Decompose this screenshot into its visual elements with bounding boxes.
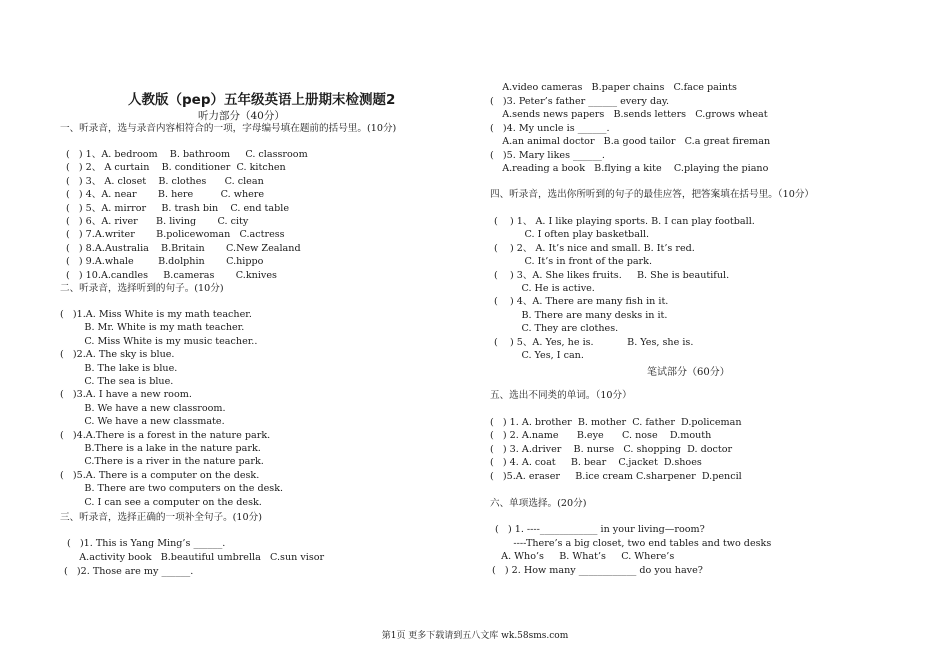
list-item: C. Miss White is my music teacher..	[60, 335, 258, 347]
list-item: ( )5.A. eraser B.ice cream C.sharpener D.pencil	[490, 470, 742, 482]
list-item: ----There’s a big closet, two end tables and two desks	[492, 537, 772, 549]
list-item: ( ) 5、A. mirror B. trash bin C. end table	[66, 202, 290, 214]
list-item: B. We have a new classroom.	[60, 402, 226, 414]
list-item: B. There are many desks in it.	[494, 309, 668, 321]
list-item: A.video cameras B.paper chains C.face paints	[490, 82, 737, 93]
list-item: ( )4.A.There is a forest in the nature park.	[60, 429, 271, 441]
list-item: ( ) 3、 A. closet B. clothes C. clean	[66, 175, 264, 187]
listening-section-title: 听力部分（40分）	[198, 110, 285, 122]
list-item: ( ) 1. A. brother B. mother C. father D.policeman	[490, 417, 742, 428]
section-5-heading: 五、选出不同类的单词。（10分）	[490, 390, 632, 401]
list-item: ( ) 5、A. Yes, he is. B. Yes, she is.	[494, 336, 694, 348]
list-item: C. He is active.	[494, 283, 595, 294]
list-item: C. The sea is blue.	[60, 376, 174, 387]
section-3-heading: 三、听录音，选择正确的一项补全句子。(10分)	[60, 512, 262, 523]
list-item: ( ) 8.A.Australia B.Britain C.New Zealand	[66, 242, 301, 254]
list-item: C. They are clothes.	[494, 323, 619, 335]
list-item: C. I often play basketball.	[494, 229, 650, 241]
list-item: ( ) 3、A. She likes fruits. B. She is beautiful.	[494, 269, 730, 281]
list-item: ( )3. Peter’s father ______ every day.	[490, 95, 670, 107]
list-item: ( ) 4、A. There are many fish in it.	[494, 296, 669, 308]
writing-section-title: 笔试部分（60分）	[647, 367, 730, 378]
list-item: ( )5. Mary likes ______.	[490, 149, 605, 161]
list-item: C. I can see a computer on the desk.	[60, 496, 262, 508]
section-6-heading: 六、单项选择。(20分)	[490, 498, 587, 509]
section-2-heading: 二、听录音，选择听到的句子。(10分)	[60, 283, 224, 294]
list-item: ( ) 9.A.whale B.dolphin C.hippo	[66, 256, 264, 268]
section-4-heading: 四、听录音，选出你所听到的句子的最佳应答，把答案填在括号里。（10分）	[490, 189, 815, 200]
list-item: ( ) 1、A. bedroom B. bathroom C. classroom	[66, 149, 308, 160]
list-item: ( ) 1. ----____________ in your living—room?	[492, 524, 705, 535]
page-footer: 第1页 更多下载请到五八文库 wk.58sms.com	[381, 631, 569, 641]
list-item: ( )2.A. The sky is blue.	[60, 349, 175, 361]
list-item: ( ) 1、 A. I like playing sports. B. I can play football.	[494, 216, 755, 227]
list-item: ( ) 6、A. river B. living C. city	[66, 216, 249, 227]
list-item: ( ) 7.A.writer B.policewoman C.actress	[66, 229, 285, 241]
list-item: ( )1. This is Yang Ming’s ______.	[64, 538, 226, 549]
section-1-heading: 一、听录音，选与录音内容相符合的一项，字母编号填在题前的括号里。(10分)	[60, 123, 397, 134]
list-item: ( ) 2. How many ____________ do you have?	[492, 564, 703, 576]
list-item: C. Yes, I can.	[494, 350, 584, 361]
list-item: B.There is a lake in the nature park.	[60, 443, 261, 454]
list-item: ( ) 4. A. coat B. bear C.jacket D.shoes	[490, 457, 702, 469]
list-item: ( ) 2、 A curtain B. conditioner C. kitchen	[66, 162, 286, 174]
list-item: ( ) 10.A.candles B.cameras C.knives	[66, 269, 277, 281]
list-item: B. Mr. White is my math teacher.	[60, 322, 245, 334]
list-item: A. Who’s B. What’s C. Where’s	[492, 551, 675, 563]
list-item: ( ) 4、A. near B. here C. where	[66, 189, 265, 201]
list-item: C. It’s in front of the park.	[494, 256, 653, 268]
list-item: ( )4. My uncle is ______.	[490, 122, 610, 134]
list-item: ( )2. Those are my ______.	[64, 565, 194, 577]
list-item: ( )1.A. Miss White is my math teacher.	[60, 309, 252, 320]
list-item: C. We have a new classmate.	[60, 416, 225, 428]
list-item: ( )5.A. There is a computer on the desk.	[60, 469, 260, 481]
list-item: A.activity book B.beautiful umbrella C.sun visor	[64, 551, 325, 563]
list-item: ( ) 3. A.driver B. nurse C. shopping D. doctor	[490, 443, 733, 455]
list-item: A.sends news papers B.sends letters C.grows wheat	[490, 109, 768, 120]
list-item: ( ) 2. A.name B.eye C. nose D.mouth	[490, 430, 712, 442]
list-item: A.reading a book B.flying a kite C.playing the piano	[490, 163, 769, 174]
page-title: 人教版（pep）五年级英语上册期末检测题2	[128, 92, 396, 108]
list-item: ( )3.A. I have a new room.	[60, 389, 192, 401]
list-item: ( ) 2、 A. It’s nice and small. B. It’s red.	[494, 242, 695, 254]
list-item: B. There are two computers on the desk.	[60, 483, 284, 495]
list-item: C.There is a river in the nature park.	[60, 456, 264, 468]
list-item: A.an animal doctor B.a good tailor C.a great fireman	[490, 136, 771, 147]
list-item: B. The lake is blue.	[60, 362, 178, 374]
